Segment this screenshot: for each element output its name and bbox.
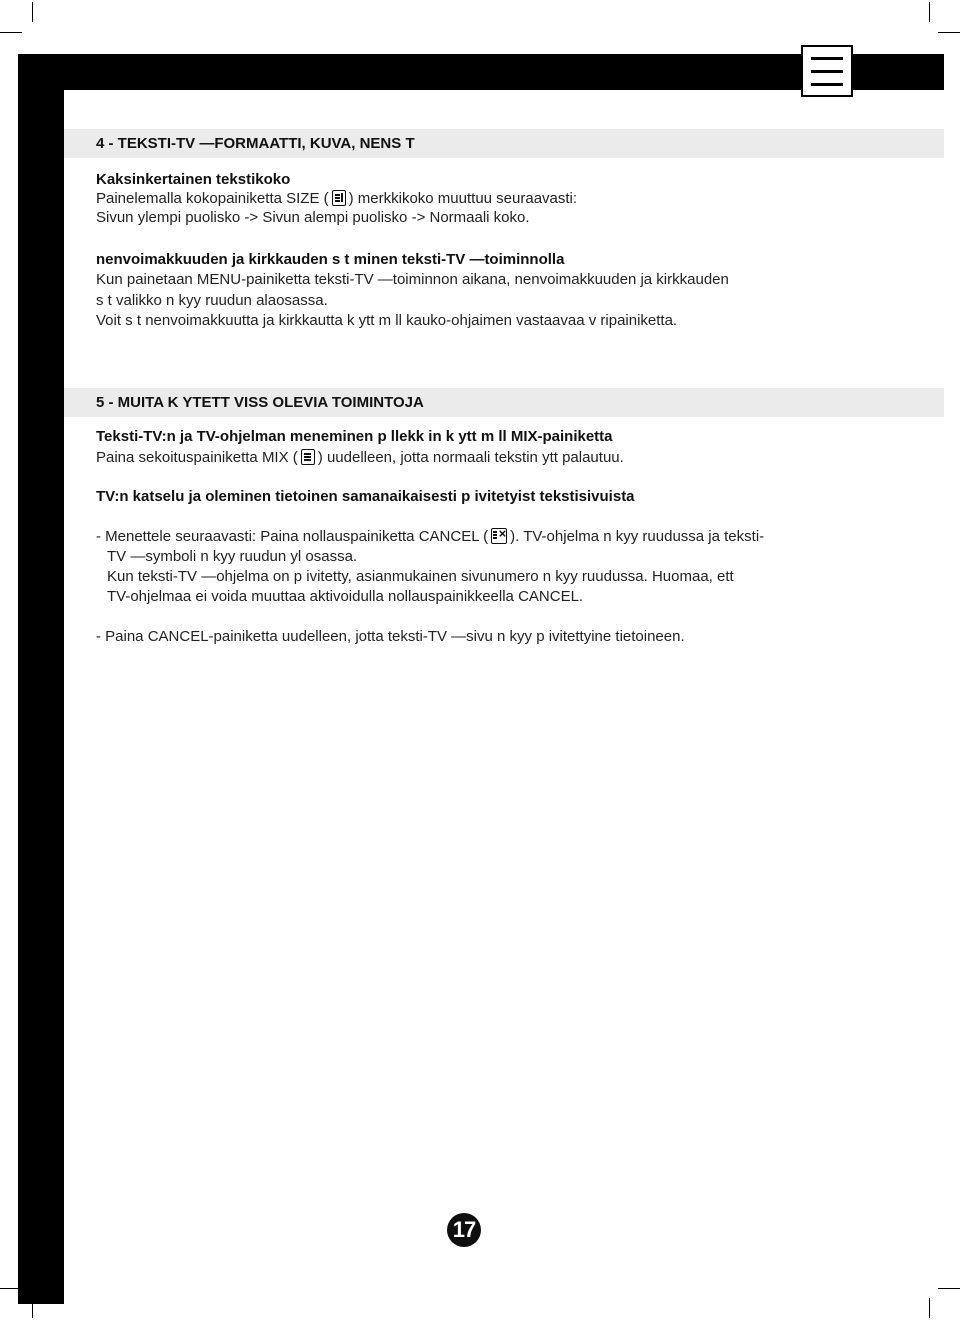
- crop-mark: [0, 32, 22, 33]
- crop-mark: [32, 2, 33, 22]
- section-5-title: 5 - MUITA K YTETT VISS OLEVIA TOIMINTOJA: [96, 394, 424, 411]
- menu-tab-icon: [801, 45, 853, 97]
- crop-mark: [929, 2, 930, 22]
- crop-mark: [929, 1298, 930, 1318]
- double-size-heading: Kaksinkertainen tekstikoko: [96, 171, 291, 188]
- cancel-heading: TV:n katselu ja oleminen tietoinen samanaikaisesti p ivitetyist tekstisivuista: [96, 488, 635, 505]
- cancel-text-a: - Menettele seuraavasti: Paina nollauspainiketta CANCEL (: [96, 528, 489, 545]
- double-size-line-1: [96, 190, 577, 207]
- crop-mark: [938, 1288, 960, 1289]
- cancel-item-1-line-3: Kun teksti-TV —ohjelma on p ivitetty, asianmukainen sivunumero n kyy ruudussa. Huomaa, ett: [107, 568, 734, 585]
- page-number: 17: [447, 1213, 481, 1247]
- cancel-text-b: ). TV-ohjelma n kyy ruudussa ja teksti-: [510, 528, 765, 545]
- mix-text-a: Paina sekoituspainiketta MIX (: [96, 449, 298, 466]
- cancel-item-1-line-1: [96, 528, 764, 545]
- double-size-text-a: Painelemalla kokopainiketta SIZE (: [96, 190, 329, 207]
- crop-mark: [938, 32, 960, 33]
- size-button-icon: [332, 190, 346, 206]
- double-size-line-2: Sivun ylempi puolisko -> Sivun alempi puolisko -> Normaali koko.: [96, 209, 530, 226]
- cancel-item-1-line-4: TV-ohjelmaa ei voida muuttaa aktivoidulla nollauspainikkeella CANCEL.: [107, 588, 584, 605]
- cancel-button-icon: [491, 528, 507, 544]
- double-size-text-b: ) merkkikoko muuttuu seuraavasti:: [348, 190, 578, 207]
- cancel-item-2: - Paina CANCEL-painiketta uudelleen, jotta teksti-TV —sivu n kyy p ivitettyine tietoineen.: [96, 628, 685, 645]
- mix-text-b: ) uudelleen, jotta normaali tekstin ytt palautuu.: [317, 449, 624, 466]
- section-4-title: 4 - TEKSTI-TV —FORMAATTI, KUVA, NENS T: [96, 135, 415, 152]
- volume-heading: nenvoimakkuuden ja kirkkauden s t minen teksti-TV —toiminnolla: [96, 251, 565, 268]
- page-frame-left: [18, 54, 64, 1304]
- cancel-item-1-line-2: TV —symboli n kyy ruudun yl osassa.: [107, 548, 358, 565]
- mix-button-icon: [301, 449, 315, 465]
- mix-line-1: [96, 449, 624, 466]
- volume-line-3: Voit s t nenvoimakkuutta ja kirkkautta k ytt m ll kauko-ohjaimen vastaavaa v ripainiketta.: [96, 312, 678, 329]
- volume-line-2: s t valikko n kyy ruudun alaosassa.: [96, 292, 328, 309]
- volume-line-1: Kun painetaan MENU-painiketta teksti-TV —toiminnon aikana, nenvoimakkuuden ja kirkkauden: [96, 271, 729, 288]
- mix-heading: Teksti-TV:n ja TV-ohjelman meneminen p llekk in k ytt m ll MIX-painiketta: [96, 428, 613, 445]
